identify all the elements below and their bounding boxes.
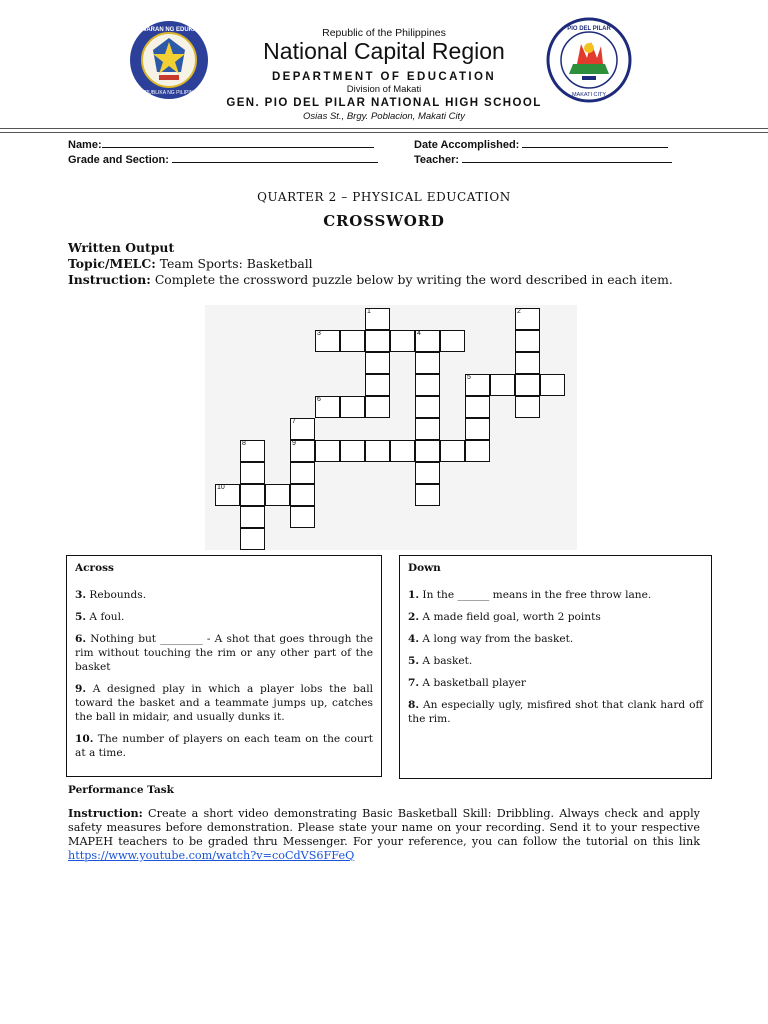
down-clue-4: 4. A long way from the basket. [408,633,574,645]
crossword-clue-number: 8 [242,440,246,447]
crossword-cell[interactable] [415,440,440,462]
crossword-clue-number: 5 [467,374,471,381]
crossword-cell[interactable] [415,484,440,506]
svg-text:MAKATI CITY: MAKATI CITY [571,92,607,98]
quarter-heading: QUARTER 2 – PHYSICAL EDUCATION [257,190,511,204]
crossword-cell[interactable] [290,418,315,440]
crossword-cell[interactable] [365,396,390,418]
down-clue-1: 1. In the ______ means in the free throw lane. [408,589,652,601]
down-clue-2: 2. A made field goal, worth 2 points [408,611,601,623]
crossword-cell[interactable] [365,352,390,374]
topic-label: Topic/MELC: [68,256,156,271]
down-clues-box [399,555,712,779]
teacher-label: Teacher: [414,154,460,166]
crossword-cell[interactable] [290,462,315,484]
department-line: DEPARTMENT OF EDUCATION [271,71,497,83]
performance-task-text [68,806,700,863]
grade-label: Grade and Section: [68,154,169,166]
crossword-cell[interactable] [440,440,465,462]
performance-instruction-text: Create a short video demonstrating Basic Basketball Skill: Dribbling. Always check and apply safety measures before demonstration. Please state your name on your recording. Send it to your respective MAPEH teachers to be graded thru Messenger. For your reference, you can follow the tutorial on this link [68,807,700,848]
date-label: Date Accomplished: [414,139,520,151]
region-title: National Capital Region [263,38,505,64]
crossword-cell[interactable] [240,440,265,462]
crossword-cell[interactable] [315,396,340,418]
crossword-cell[interactable] [240,528,265,550]
crossword-cell[interactable] [415,374,440,396]
topic-line [68,256,708,272]
crossword-cell[interactable] [515,374,540,396]
crossword-cell[interactable] [515,352,540,374]
crossword-cell[interactable] [290,484,315,506]
header-rule-bottom [0,132,768,133]
crossword-cell[interactable] [240,484,265,506]
instruction-label: Instruction: [68,272,151,287]
instruction-line [68,272,708,288]
crossword-cell[interactable] [465,418,490,440]
svg-text:KAGAWARAN NG EDUKASYON: KAGAWARAN NG EDUKASYON [123,27,215,33]
crossword-cell[interactable] [515,308,540,330]
crossword-cell[interactable] [240,506,265,528]
republic-line: Republic of the Philippines [322,27,446,39]
crossword-cell[interactable] [340,396,365,418]
teacher-field [414,153,672,166]
page-title: CROSSWORD [323,212,445,230]
crossword-cell[interactable] [365,374,390,396]
crossword-clue-number: 6 [317,396,321,403]
crossword-cell[interactable] [265,484,290,506]
crossword-grid [205,305,577,550]
down-clue-7: 7. A basketball player [408,677,526,689]
tutorial-link[interactable]: https://www.youtube.com/watch?v=coCdVS6FFeQ [68,849,355,862]
crossword-cell[interactable] [215,484,240,506]
division-line: Division of Makati [346,84,422,95]
crossword-cell[interactable] [415,418,440,440]
crossword-cell[interactable] [415,396,440,418]
crossword-cell[interactable] [515,330,540,352]
down-clue-5: 5. A basket. [408,655,473,667]
across-clues-box [66,555,382,777]
crossword-clue-number: 3 [317,330,321,337]
crossword-cell[interactable] [315,330,340,352]
crossword-cell[interactable] [415,352,440,374]
topic-value: Team Sports: Basketball [155,256,313,271]
instruction-text: Complete the crossword puzzle below by writing the word described in each item. [150,272,673,287]
crossword-cell[interactable] [415,462,440,484]
crossword-cell[interactable] [240,462,265,484]
crossword-cell[interactable] [465,396,490,418]
school-address: Osias St., Brgy. Poblacion, Makati City [303,111,465,122]
crossword-clue-number: 1 [367,308,371,315]
crossword-clue-number: 4 [417,330,421,337]
svg-text:REPUBLIKA NG PILIPINAS: REPUBLIKA NG PILIPINAS [138,90,200,96]
crossword-cell[interactable] [315,440,340,462]
school-name: GEN. PIO DEL PILAR NATIONAL HIGH SCHOOL [226,97,542,109]
performance-instruction-label: Instruction: [68,806,143,820]
name-label: Name: [68,139,102,151]
grade-blank[interactable] [172,153,378,163]
crossword-cell[interactable] [290,440,315,462]
crossword-cell[interactable] [515,396,540,418]
teacher-blank[interactable] [462,153,672,163]
crossword-cell[interactable] [340,330,365,352]
date-field [414,138,668,151]
crossword-clue-number: 10 [217,484,225,491]
across-heading: Across [75,562,114,574]
crossword-cell[interactable] [390,330,415,352]
crossword-cell[interactable] [390,440,415,462]
name-field [68,138,374,151]
crossword-cell[interactable] [540,374,565,396]
down-heading: Down [408,562,441,574]
written-output-label: Written Output [68,240,175,255]
crossword-cell[interactable] [340,440,365,462]
name-blank[interactable] [102,138,374,148]
across-clue-3: 3. Rebounds. [75,589,147,601]
crossword-cell[interactable] [440,330,465,352]
header-rule-top [0,128,768,129]
down-clue-8: 8. An especially ugly, misfired shot that clank hard off the rim. [408,699,703,725]
across-clue-9: 9. A designed play in which a player lobs the ball toward the basket and a teammate jumps up, catches the ball in midair, and usually dunks it. [75,683,373,723]
crossword-clue-number: 7 [292,418,296,425]
across-clue-10: 10. The number of players on each team on the court at a time. [75,733,373,759]
crossword-cell[interactable] [365,308,390,330]
crossword-cell[interactable] [415,330,440,352]
crossword-clue-number: 2 [517,308,521,315]
crossword-cell[interactable] [365,330,390,352]
across-clue-6: 6. Nothing but ________ - A shot that goes through the rim without touching the rim or any other part of the basket [75,633,373,673]
performance-task-title: Performance Task [68,784,174,796]
svg-text:PIO DEL PILAR: PIO DEL PILAR [567,26,611,32]
crossword-cell[interactable] [290,506,315,528]
crossword-clue-number: 9 [292,440,296,447]
grade-field [68,153,378,166]
crossword-cell[interactable] [465,440,490,462]
across-clue-5: 5. A foul. [75,611,125,623]
crossword-cell[interactable] [465,374,490,396]
crossword-cell[interactable] [490,374,515,396]
date-blank[interactable] [522,138,668,148]
crossword-cell[interactable] [365,440,390,462]
